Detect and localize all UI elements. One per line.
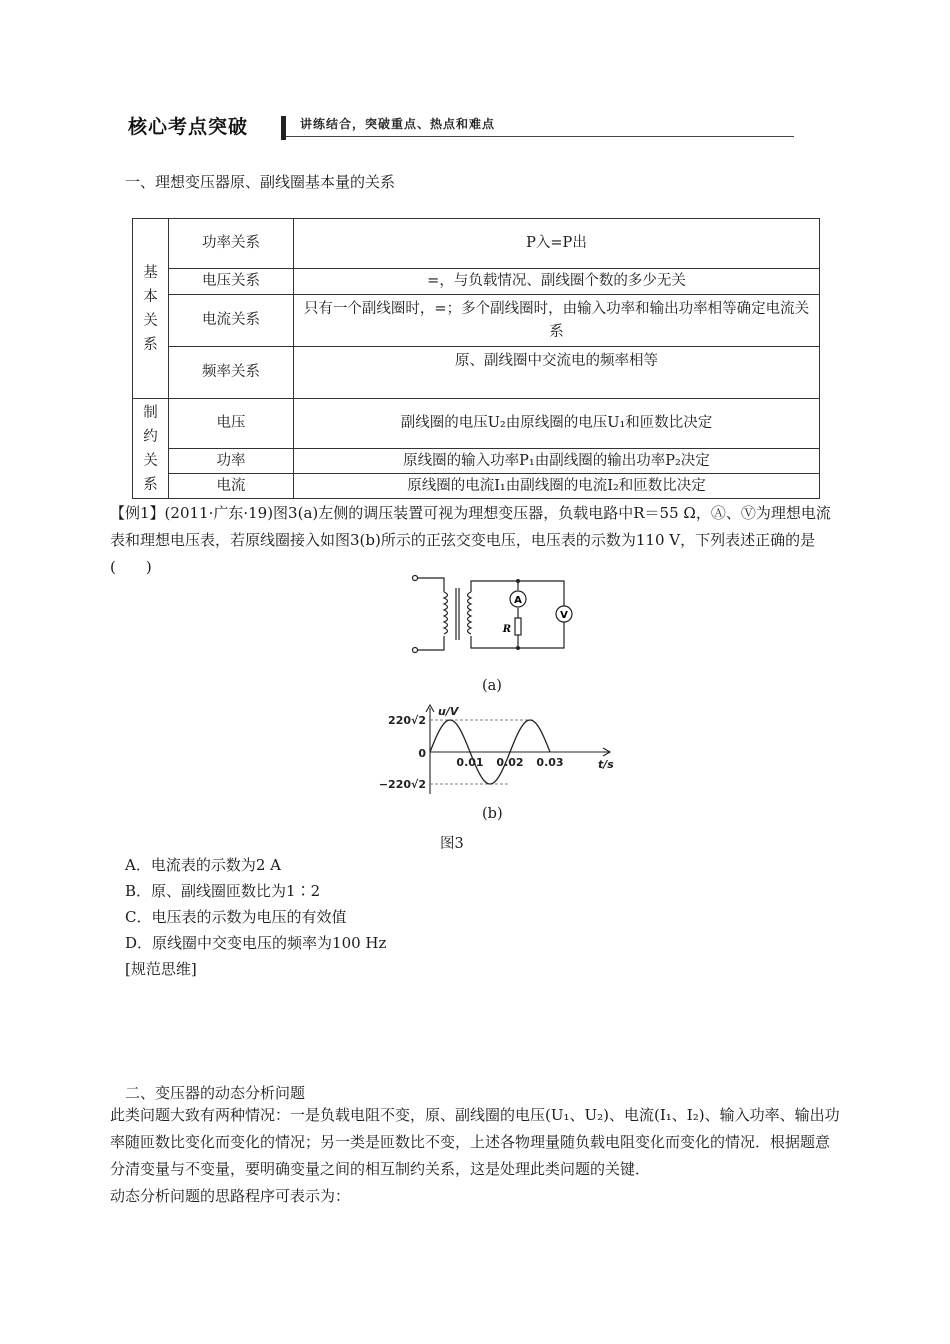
figure-caption: 图3 [440, 836, 464, 852]
origin-label: 0 [418, 747, 426, 760]
table-row-name: 功率关系 [169, 219, 294, 269]
table-row-value: 副线圈的电压U₂由原线圈的电压U₁和匝数比决定 [294, 399, 820, 449]
table-row-value: 原线圈的输入功率P₁由副线圈的输出功率P₂决定 [294, 449, 820, 474]
table-row [133, 474, 820, 499]
table-group-basic: 基本关系 [133, 219, 169, 399]
banner-subtitle: 讲练结合，突破重点、热点和难点 [300, 117, 496, 131]
graph-caption: (b) [482, 806, 503, 822]
circuit-diagram [410, 572, 590, 656]
relation-table [132, 218, 820, 499]
table-group-constraint: 制约关系 [133, 399, 169, 499]
option-b: B．原、副线圈匝数比为1∶2 [125, 882, 321, 900]
input-terminal-bottom [413, 648, 418, 653]
y-min-tick-label: −220√2 [378, 778, 426, 791]
table-row-value: 原、副线圈中交流电的频率相等 [294, 347, 820, 399]
option-a: A．电流表的示数为2 A [125, 856, 281, 874]
banner-title: 核心考点突破 [128, 116, 249, 138]
y-max-tick-label: 220√2 [388, 714, 426, 727]
table-row [133, 269, 820, 295]
table-row-value: 原线圈的电流I₁由副线圈的电流I₂和匝数比决定 [294, 474, 820, 499]
voltmeter-label: V [560, 610, 568, 621]
section1-heading: 一、理想变压器原、副线圈基本量的关系 [125, 173, 396, 191]
table-row [133, 347, 820, 399]
table-row [133, 399, 820, 449]
section2-paragraph: 动态分析问题的思路程序可表示为： [110, 1187, 351, 1205]
section-banner [128, 112, 794, 142]
table-row-name: 功率 [169, 449, 294, 474]
x-tick-label: 0.02 [496, 756, 524, 769]
table-row-value: =，与负载情况、副线圈个数的多少无关 [294, 269, 820, 295]
table-row [133, 219, 820, 269]
section2-paragraph: 此类问题大致有两种情况：一是负载电阻不变，原、副线圈的电压(U₁、U₂)、电流(I₁、I₂)、输入功率、输出功率随匝数比变化而变化的情况；另一类是匝数比不变，上述各物理量随负载电阻变化而变化的情况．根据题意分清变量与不变量，要明确变量之间的相互制约关系，这是处理此类问题的关键． [110, 1106, 840, 1178]
input-terminal-top [413, 576, 418, 581]
primary-coil [444, 592, 448, 634]
circuit-caption: (a) [482, 678, 502, 694]
section2-body [110, 1102, 840, 1210]
table-row [133, 295, 820, 347]
voltage-graph [370, 702, 620, 798]
table-row-name: 电压 [169, 399, 294, 449]
option-c: C．电压表的示数为电压的有效值 [125, 908, 347, 926]
x-tick-label: 0.03 [536, 756, 564, 769]
secondary-coil [468, 592, 472, 634]
table-row-value: 只有一个副线圈时，=；多个副线圈时，由输入功率和输出功率相等确定电流关系 [294, 295, 820, 347]
ammeter-label: A [514, 595, 522, 606]
table-row-name: 电流关系 [169, 295, 294, 347]
y-axis-label: u/V [438, 705, 459, 718]
section2-heading: 二、变压器的动态分析问题 [125, 1084, 306, 1102]
x-tick-label: 0.01 [456, 756, 484, 769]
table-row [133, 449, 820, 474]
resistor-label: R [502, 624, 511, 635]
banner-underline [286, 136, 794, 137]
table-row-value: P入=P出 [294, 219, 820, 269]
x-axis-label: t/s [598, 758, 614, 771]
example-problem [110, 500, 840, 581]
table-row-name: 电压关系 [169, 269, 294, 295]
option-d: D．原线圈中交变电压的频率为100 Hz [125, 934, 387, 952]
table-row-name: 频率关系 [169, 347, 294, 399]
resistor [515, 618, 521, 635]
table-row-name: 电流 [169, 474, 294, 499]
example-label: 【例1】 [110, 504, 165, 522]
thinking-label: [规范思维] [125, 960, 197, 978]
example-text: (2011·广东·19)图3(a)左侧的调压装置可视为理想变压器，负载电路中R＝55 Ω，Ⓐ、Ⓥ为理想电流表和理想电压表，若原线圈接入如图3(b)所示的正弦交变电压，电压表的示数为110 V，下列表述正确的是( ) [110, 504, 831, 576]
